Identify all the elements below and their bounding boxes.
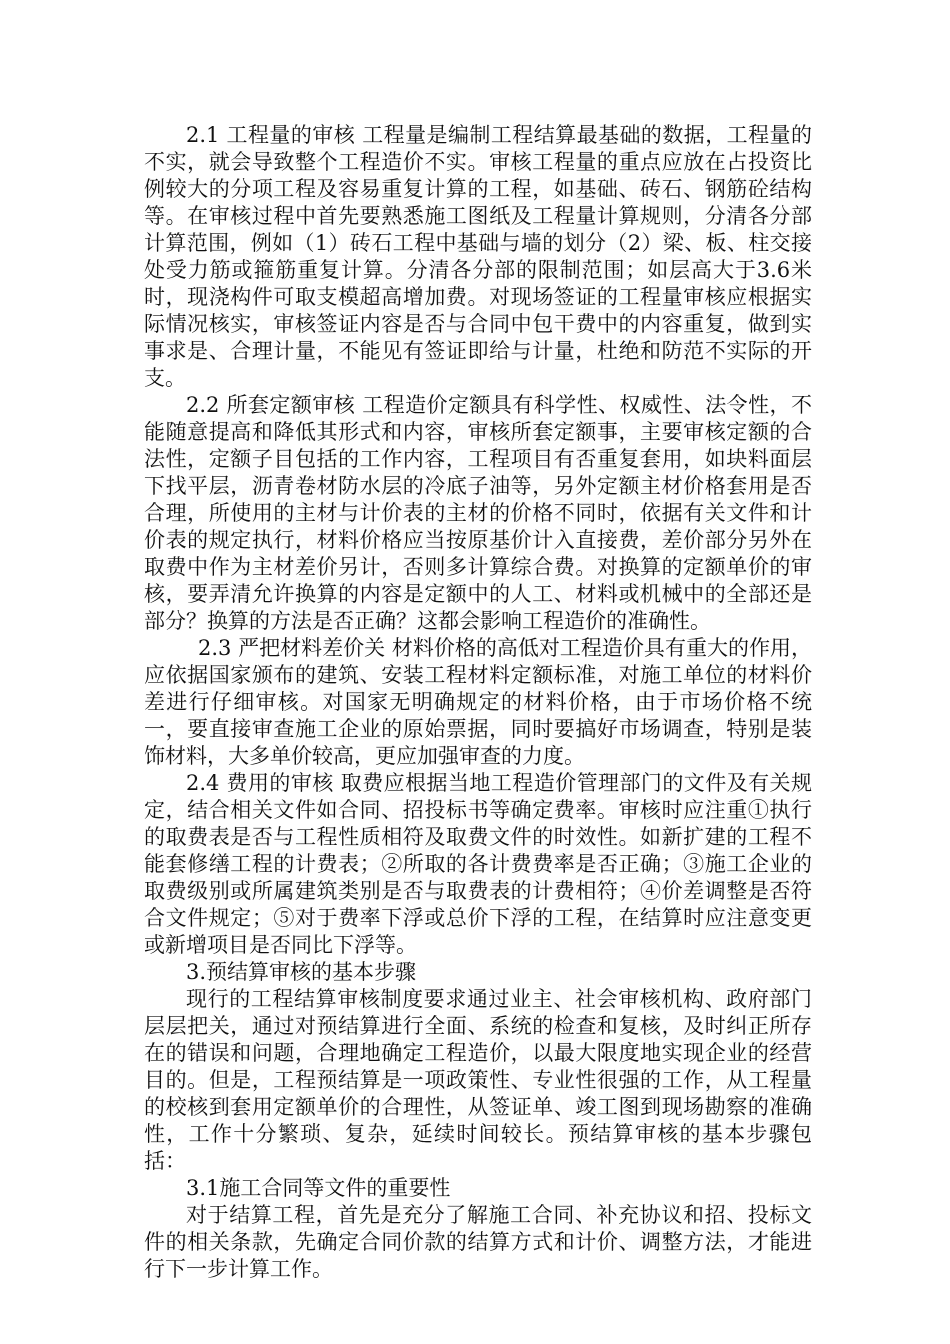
paragraph-2-2: 2.2 所套定额审核 工程造价定额具有科学性、权威性、法令性，不能随意提高和降低其形式和内容，审核所套定额事，主要审核定额的合法性，定额子目包括的工作内容，工程项目有否重复套用，如块料面层下找平层，沥青卷材防水层的冷底子油等，另外定额主材价格套用是否合理，所使用的主材与计价表的主材的价格不同时，依据有关文件和计价表的规定执行，材料价格应当按原基价计入直接费，差价部分另外在取费中作为主材差价另计，否则多计算综合费。对换算的定额单价的审核，要弄清允许换算的内容是定额中的人工、材料或机械中的全部还是部分？换算的方法是否正确？这都会影响工程造价的准确性。 xyxy=(144,393,812,633)
subsection-heading-3-1: 3.1施工合同等文件的重要性 xyxy=(186,1176,451,1200)
section-heading-3: 3.预结算审核的基本步骤 xyxy=(186,960,417,984)
document-body xyxy=(144,122,812,1283)
paragraph-2-4: 2.4 费用的审核 取费应根据当地工程造价管理部门的文件及有关规定，结合相关文件如合同、招投标书等确定费率。审核时应注重①执行的取费表是否与工程性质相符及取费文件的时效性。如新扩建的工程不能套修缮工程的计费表；②所取的各计费费率是否正确；③施工企业的取费级别或所属建筑类别是否与取费表的计费相符；④价差调整是否符合文件规定；⑤对于费率下浮或总价下浮的工程，在结算时应注意变更或新增项目是否同比下浮等。 xyxy=(144,771,812,957)
paragraph-3-intro: 现行的工程结算审核制度要求通过业主、社会审核机构、政府部门层层把关，通过对预结算进行全面、系统的检查和复核，及时纠正所存在的错误和问题，合理地确定工程造价，以最大限度地实现企业的经营目的。但是，工程预结算是一项政策性、专业性很强的工作，从工程量的校核到套用定额单价的合理性，从签证单、竣工图到现场勘察的准确性，工作十分繁琐、复杂，延续时间较长。预结算审核的基本步骤包括： xyxy=(144,987,812,1173)
paragraph-2-3: 2.3 严把材料差价关 材料价格的高低对工程造价具有重大的作用，应依据国家颁布的建筑、安装工程材料定额标准，对施工单位的材料价差进行仔细审核。对国家无明确规定的材料价格，由于市场价格不统一，要直接审查施工企业的原始票据，同时要搞好市场调查，特别是装饰材料，大多单价较高，更应加强审查的力度。 xyxy=(144,636,812,768)
paragraph-2-1: 2.1 工程量的审核 工程量是编制工程结算最基础的数据，工程量的不实，就会导致整个工程造价不实。审核工程量的重点应放在占投资比例较大的分项工程及容易重复计算的工程，如基础、砖石、钢筋砼结构等。在审核过程中首先要熟悉施工图纸及工程量计算规则，分清各分部计算范围，例如（1）砖石工程中基础与墙的划分（2）梁、板、柱交接处受力筋或箍筋重复计算。分清各分部的限制范围；如层高大于3.6米时，现浇构件可取支模超高增加费。对现场签证的工程量审核应根据实际情况核实，审核签证内容是否与合同中包干费中的内容重复，做到实事求是、合理计量，不能见有签证即给与计量，杜绝和防范不实际的开支。 xyxy=(144,123,812,390)
paragraph-3-1: 对于结算工程，首先是充分了解施工合同、补充协议和招、投标文件的相关条款，先确定合同价款的结算方式和计价、调整方法，才能进行下一步计算工作。 xyxy=(144,1203,812,1281)
